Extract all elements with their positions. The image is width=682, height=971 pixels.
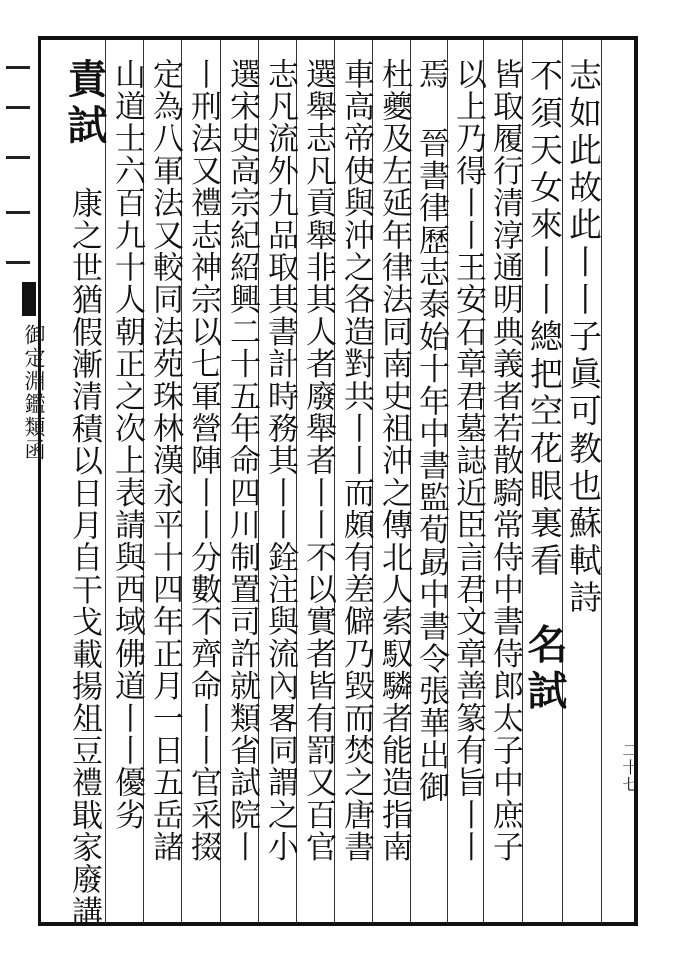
gutter-mark (6, 211, 30, 214)
gutter-mark (6, 66, 30, 69)
column-text: 選舉志凡貢舉非其人者廢舉者丨丨不以實者皆有罰又百官 (300, 58, 336, 863)
gutter-mark (6, 261, 30, 264)
column-text: 志凡流外九品取其書計時務其丨丨銓注與流內畧同謂之小 (262, 58, 298, 863)
text-column-6 (376, 58, 412, 908)
text-column-13 (109, 58, 145, 908)
text-column-9 (262, 58, 298, 908)
column-text: 山道士六百九十人朝正之次上表請與西域佛道丨丨優劣 (109, 58, 145, 831)
column-text: 丨刑法又禮志神宗以七軍營陣丨丨分數不齊命丨丨官采掇 (185, 58, 221, 863)
column-rule (105, 40, 106, 922)
fish-tail-mark (22, 282, 36, 316)
text-column-4 (450, 58, 486, 908)
column-text: 杜夔及左延年律法同南史祖沖之傳北人索馭驎者能造指南 (376, 58, 412, 863)
text-column-1 (565, 58, 601, 908)
column-text: 不須天女來丨丨總把空花眼裏看 (525, 58, 564, 581)
text-column-2 (521, 58, 568, 908)
text-column-8 (300, 58, 336, 908)
text-column-11 (185, 58, 221, 908)
page-gutter (0, 36, 38, 926)
book-title-label: 御定淵鑑類函 (22, 324, 46, 462)
gutter-mark (6, 156, 30, 159)
column-text: 車高帝使與沖之各造對共丨丨而頗有差僻乃毀而焚之唐書 (338, 58, 374, 863)
text-column-12 (147, 58, 183, 908)
gutter-mark (6, 106, 30, 109)
heading-mingshi: 名試 (521, 623, 568, 716)
column-text: 晉書律歷志泰始十年中書監荀勗中書令張華出御 (413, 127, 449, 804)
column-text: 康之世猶假漸清積以日月自干戈載揚俎豆禮戢家廢講 (66, 187, 102, 928)
column-text: 皆取履行清淳通明典義者若散騎常侍中書侍郎太子中庶子 (487, 58, 523, 863)
folio-number: 二十七 (620, 742, 639, 793)
column-text: 焉 (413, 58, 449, 91)
text-column-5 (413, 58, 449, 908)
text-column-10 (224, 58, 260, 908)
text-column-14 (61, 58, 108, 928)
text-column-7 (338, 58, 374, 908)
text-column-3 (487, 58, 523, 908)
heading-zeshi: 責試 (61, 58, 108, 150)
column-text: 選宋史高宗紀紹興二十五年命四川制置司許就類省試院丨 (224, 58, 260, 863)
column-text: 志如此故此丨丨子眞可教也蘇軾詩 (564, 58, 603, 618)
column-text: 以上乃得丨丨王安石章君墓誌近臣言君文章善篆有旨丨丨 (450, 58, 486, 863)
column-text: 定為八軍法又較同法苑珠林漢永平十四年正月一日五岳諸 (147, 58, 183, 863)
